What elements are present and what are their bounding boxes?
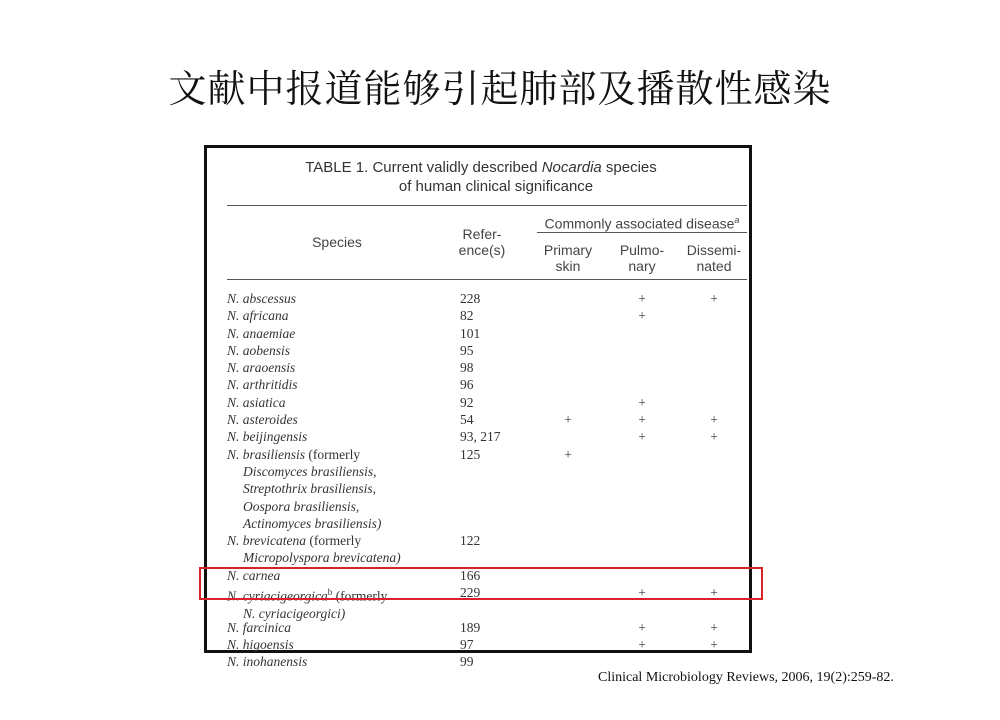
caption-prefix: TABLE 1. Current validly described — [305, 159, 542, 176]
pulmonary-cell: + — [638, 308, 646, 324]
table-row — [227, 428, 747, 445]
header-disseminated: Dissemi- nated — [686, 242, 742, 274]
header-pulmonary: Pulmo- nary — [619, 242, 665, 274]
reference-cell: 54 — [460, 412, 474, 428]
reference-cell: 82 — [460, 308, 474, 324]
reference-cell: 99 — [460, 654, 474, 670]
reference-cell: 101 — [460, 325, 481, 341]
table-row — [227, 376, 747, 393]
species-cell: N. asteroides — [227, 412, 298, 428]
table-row — [227, 325, 747, 342]
header-species: Species — [312, 234, 362, 250]
caption-genus: Nocardia — [541, 159, 602, 176]
pulmonary-cell: + — [638, 412, 646, 428]
table-row — [227, 411, 747, 428]
species-cell: N. africana — [227, 308, 289, 324]
species-cell: N. araoensis — [227, 360, 296, 376]
reference-cell: 96 — [460, 377, 474, 393]
table-caption — [221, 158, 741, 196]
species-cell: N. aobensis — [227, 342, 291, 358]
reference-cell: 228 — [460, 291, 481, 306]
species-cell: N. higoensis — [227, 636, 294, 652]
species-cell: N. inohanensis — [227, 654, 308, 670]
reference-cell: 189 — [460, 619, 481, 635]
table-row — [227, 653, 747, 670]
species-cell: N. farcinica — [227, 619, 291, 635]
pulmonary-cell: + — [638, 429, 646, 445]
reference-cell: 125 — [460, 446, 481, 462]
primary-skin-cell: + — [564, 446, 572, 462]
caption-suffix: species — [601, 159, 657, 176]
table-row — [227, 359, 747, 376]
reference-cell: 98 — [460, 360, 474, 376]
header-bottom-rule — [227, 279, 747, 280]
citation: Clinical Microbiology Reviews, 2006, 19(2):259-82. — [598, 670, 894, 685]
disease-group-rule — [537, 232, 747, 233]
table-row — [227, 446, 747, 533]
reference-cell: 229 — [460, 585, 481, 601]
pulmonary-cell: + — [638, 394, 646, 410]
header-disease-group: Commonly associated disease$^a$ — [544, 215, 740, 232]
pulmonary-cell: + — [638, 636, 646, 652]
species-cell: N. brasiliensis (formerly Discomyces brasiliensis, Streptothrix brasiliensis, Oospora brasiliensis, Actinomyces brasiliensis) — [227, 446, 382, 531]
reference-cell: 166 — [460, 567, 481, 583]
caption-line2: of human clinical significance — [398, 178, 594, 195]
table-row — [227, 307, 747, 324]
pulmonary-cell: + — [638, 291, 646, 306]
table-row — [227, 394, 747, 411]
table-body — [227, 290, 747, 671]
primary-skin-cell: + — [564, 412, 572, 428]
pulmonary-cell: + — [638, 619, 646, 635]
disseminated-cell: + — [710, 429, 718, 445]
species-cell: N. abscessus — [227, 291, 297, 306]
species-cell: N. carnea — [227, 567, 281, 583]
table-row — [227, 619, 747, 636]
highlight-box — [199, 567, 763, 600]
table-row — [227, 636, 747, 653]
reference-cell: 97 — [460, 636, 474, 652]
species-cell: N. cyriacigeorgica$^b$ (formerly N. cyriacigeorgici) — [227, 587, 388, 621]
species-cell: N. asiatica — [227, 394, 286, 410]
species-cell: N. anaemiae — [227, 325, 296, 341]
reference-cell: 95 — [460, 342, 474, 358]
table-row — [227, 342, 747, 359]
header-primary-skin: Primary skin — [543, 242, 593, 274]
disseminated-cell: + — [710, 291, 718, 306]
table-row — [227, 290, 747, 307]
reference-cell: 122 — [460, 533, 481, 549]
pulmonary-cell: + — [638, 585, 646, 601]
top-rule — [227, 205, 747, 206]
reference-cell: 93, 217 — [460, 429, 501, 445]
disseminated-cell: + — [710, 585, 718, 601]
species-cell: N. arthritidis — [227, 377, 298, 393]
header-reference: Refer- ence(s) — [458, 226, 506, 258]
disseminated-cell: + — [710, 636, 718, 652]
table-row — [227, 532, 747, 567]
reference-cell: 92 — [460, 394, 474, 410]
disseminated-cell: + — [710, 412, 718, 428]
species-cell: N. beijingensis — [227, 429, 308, 445]
species-cell: N. brevicatena (formerly Micropolyspora brevicatena) — [227, 533, 401, 566]
slide-title: 文献中报道能够引起肺部及播散性感染 — [168, 67, 832, 111]
disseminated-cell: + — [710, 619, 718, 635]
